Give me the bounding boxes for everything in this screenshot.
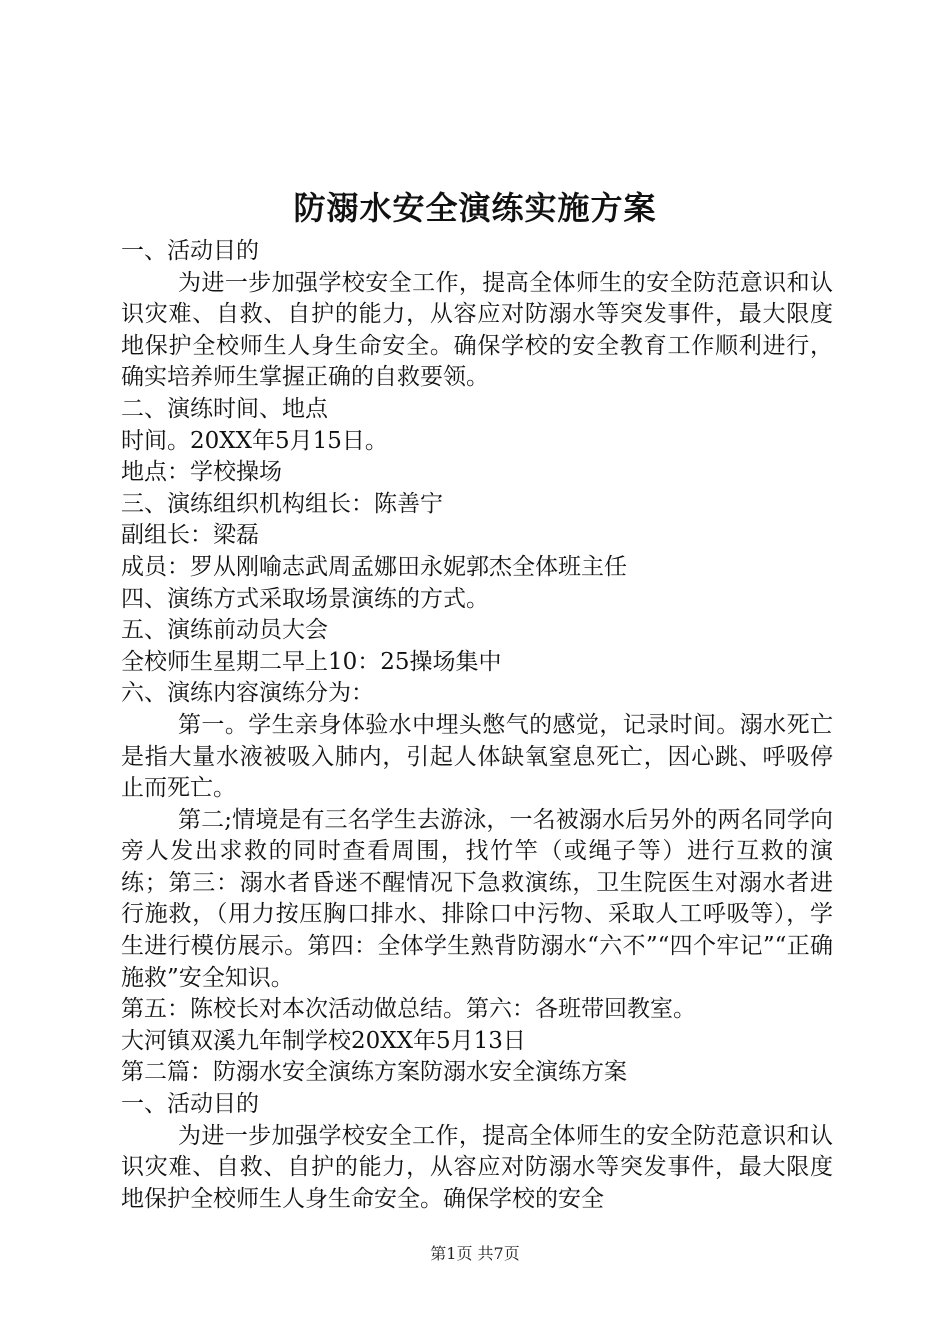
paragraph-second: 第二;情境是有三名学生去游泳，一名被溺水后另外的两名同学向旁人发出求救的同时查看周围，找竹竿（或绳子等）进行互救的演练；第三：溺水者昏迷不醒情况下急救演练，卫生院医生对溺水者进行施救，（用力按压胸口排水、排除口中污物、采取人工呼吸等），学生进行模仿展示。第四：全体学生熟背防溺水“六不”“四个牢记”“正确施救”安全知识。 xyxy=(121,806,833,991)
section-heading-1: 一、活动目的 xyxy=(121,238,259,264)
section-heading-1-repeat: 一、活动目的 xyxy=(121,1091,259,1118)
document-title: 防溺水安全演练实施方案 xyxy=(293,189,657,227)
section-heading-6: 六、演练内容演练分为： xyxy=(121,680,374,707)
section-heading-second-part: 第二篇：防溺水安全演练方案防溺水安全演练方案 xyxy=(121,1059,627,1086)
paragraph-members: 成员：罗从刚喻志武周孟娜田永妮郭杰全体班主任 xyxy=(121,553,627,580)
section-heading-4: 四、演练方式采取场景演练的方式。 xyxy=(121,585,489,612)
paragraph-purpose: 为进一步加强学校安全工作，提高全体师生的安全防范意识和认识灾难、自救、自护的能力，从容应对防溺水等突发事件，最大限度地保护全校师生人身生命安全。确保学校的安全教育工作顺利进行，确实培养师生掌握正确的自救要领。 xyxy=(121,269,833,391)
section-heading-3: 三、演练组织机构组长：陈善宁 xyxy=(121,490,443,517)
paragraph-fifth-sixth: 第五：陈校长对本次活动做总结。第六：各班带回教室。 xyxy=(121,996,696,1023)
paragraph-time: 时间。20XX年5月15日。 xyxy=(121,427,388,454)
section-heading-2: 二、演练时间、地点 xyxy=(121,395,328,422)
paragraph-assembly: 全校师生星期二早上10：25操场集中 xyxy=(121,648,502,675)
paragraph-location: 地点：学校操场 xyxy=(121,459,282,486)
paragraph-deputy-leader: 副组长：梁磊 xyxy=(121,522,259,549)
page-indicator: 第1页 共7页 xyxy=(430,1244,520,1263)
section-heading-5: 五、演练前动员大会 xyxy=(121,617,328,644)
paragraph-signature: 大河镇双溪九年制学校20XX年5月13日 xyxy=(121,1027,526,1054)
paragraph-first: 第一。学生亲身体验水中埋头憋气的感觉，记录时间。溺水死亡是指大量水液被吸入肺内，引起人体缺氧窒息死亡，因心跳、呼吸停止而死亡。 xyxy=(121,711,833,802)
paragraph-purpose-repeat: 为进一步加强学校安全工作，提高全体师生的安全防范意识和认识灾难、自救、自护的能力，从容应对防溺水等突发事件，最大限度地保护全校师生人身生命安全。确保学校的安全 xyxy=(121,1122,833,1212)
document-body xyxy=(121,236,833,1215)
